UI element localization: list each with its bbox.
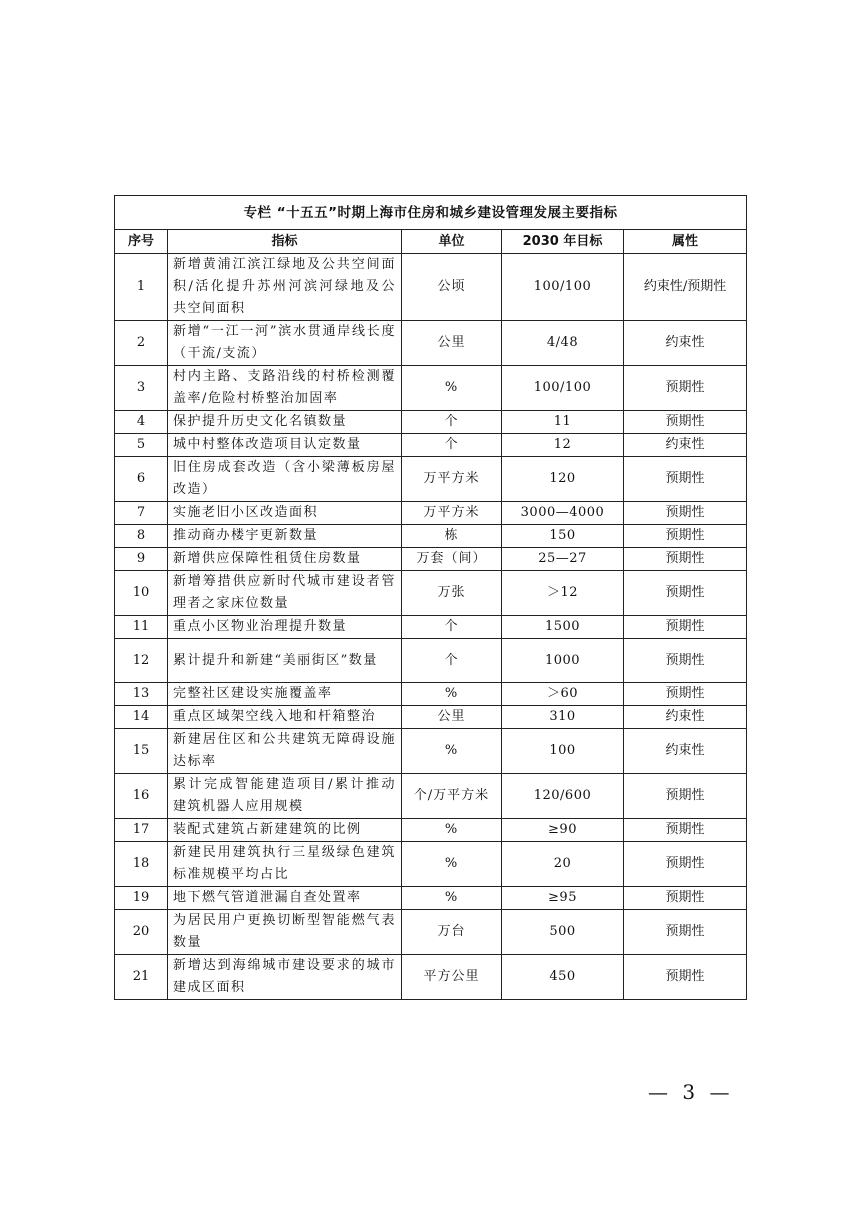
row-unit: 个 — [402, 639, 502, 683]
table-row — [115, 571, 747, 616]
table-header-row — [115, 230, 747, 254]
row-number: 12 — [115, 639, 168, 683]
row-unit: 个 — [402, 434, 502, 457]
row-attribute: 约束性 — [624, 321, 747, 366]
table-row — [115, 366, 747, 411]
row-number: 5 — [115, 434, 168, 457]
table-row — [115, 910, 747, 955]
row-target: ＞60 — [502, 683, 624, 706]
row-attribute: 约束性/预期性 — [624, 254, 747, 321]
row-unit: 个/万平方米 — [402, 774, 502, 819]
row-indicator: 村内主路、支路沿线的村桥检测覆盖率/危险村桥整治加固率 — [168, 366, 402, 411]
table-body — [115, 254, 747, 1000]
row-indicator: 推动商办楼宇更新数量 — [168, 525, 402, 548]
row-target: 120 — [502, 457, 624, 502]
row-target: 20 — [502, 842, 624, 887]
row-number: 2 — [115, 321, 168, 366]
row-target: 25—27 — [502, 548, 624, 571]
row-attribute: 预期性 — [624, 548, 747, 571]
row-unit: 万平方米 — [402, 502, 502, 525]
row-unit: % — [402, 819, 502, 842]
table-row — [115, 706, 747, 729]
row-attribute: 预期性 — [624, 887, 747, 910]
row-indicator: 新增供应保障性租赁住房数量 — [168, 548, 402, 571]
row-unit: 栋 — [402, 525, 502, 548]
row-attribute: 预期性 — [624, 955, 747, 1000]
table-row — [115, 411, 747, 434]
row-indicator: 新建居住区和公共建筑无障碍设施达标率 — [168, 729, 402, 774]
table-title-row — [115, 196, 747, 230]
row-number: 19 — [115, 887, 168, 910]
row-indicator: 保护提升历史文化名镇数量 — [168, 411, 402, 434]
row-target: ＞12 — [502, 571, 624, 616]
row-target: 1500 — [502, 616, 624, 639]
row-indicator: 城中村整体改造项目认定数量 — [168, 434, 402, 457]
row-unit: % — [402, 842, 502, 887]
row-target: 4/48 — [502, 321, 624, 366]
row-indicator: 累计完成智能建造项目/累计推动建筑机器人应用规模 — [168, 774, 402, 819]
row-number: 10 — [115, 571, 168, 616]
row-attribute: 预期性 — [624, 502, 747, 525]
header-indicator: 指标 — [168, 230, 402, 254]
row-target: 100/100 — [502, 366, 624, 411]
row-number: 13 — [115, 683, 168, 706]
row-attribute: 约束性 — [624, 729, 747, 774]
row-unit: 万台 — [402, 910, 502, 955]
row-number: 14 — [115, 706, 168, 729]
table-row — [115, 819, 747, 842]
row-attribute: 预期性 — [624, 683, 747, 706]
row-attribute: 预期性 — [624, 366, 747, 411]
row-number: 20 — [115, 910, 168, 955]
row-unit: % — [402, 729, 502, 774]
table-row — [115, 842, 747, 887]
row-attribute: 预期性 — [624, 639, 747, 683]
row-indicator: 新增黄浦江滨江绿地及公共空间面积/活化提升苏州河滨河绿地及公共空间面积 — [168, 254, 402, 321]
table-row — [115, 887, 747, 910]
row-attribute: 预期性 — [624, 910, 747, 955]
row-attribute: 预期性 — [624, 411, 747, 434]
row-indicator: 新增筹措供应新时代城市建设者管理者之家床位数量 — [168, 571, 402, 616]
row-unit: 万张 — [402, 571, 502, 616]
row-number: 21 — [115, 955, 168, 1000]
row-target: 11 — [502, 411, 624, 434]
row-target: 100/100 — [502, 254, 624, 321]
table-row — [115, 502, 747, 525]
row-attribute: 约束性 — [624, 434, 747, 457]
table-row — [115, 321, 747, 366]
row-attribute: 预期性 — [624, 571, 747, 616]
row-indicator: 重点小区物业治理提升数量 — [168, 616, 402, 639]
row-attribute: 预期性 — [624, 457, 747, 502]
row-indicator: 完整社区建设实施覆盖率 — [168, 683, 402, 706]
row-unit: 万平方米 — [402, 457, 502, 502]
row-attribute: 预期性 — [624, 774, 747, 819]
table-row — [115, 639, 747, 683]
row-number: 3 — [115, 366, 168, 411]
table-row — [115, 616, 747, 639]
row-indicator: 实施老旧小区改造面积 — [168, 502, 402, 525]
row-target: ≥90 — [502, 819, 624, 842]
row-indicator: 新增达到海绵城市建设要求的城市建成区面积 — [168, 955, 402, 1000]
row-target: 500 — [502, 910, 624, 955]
header-attribute: 属性 — [624, 230, 747, 254]
table-row — [115, 434, 747, 457]
table-title: 专栏 “十五五”时期上海市住房和城乡建设管理发展主要指标 — [115, 196, 747, 230]
row-attribute: 预期性 — [624, 525, 747, 548]
row-target: ≥95 — [502, 887, 624, 910]
header-target: 2030 年目标 — [502, 230, 624, 254]
row-target: 12 — [502, 434, 624, 457]
table-row — [115, 683, 747, 706]
row-number: 17 — [115, 819, 168, 842]
row-indicator: 重点区域架空线入地和杆箱整治 — [168, 706, 402, 729]
row-number: 15 — [115, 729, 168, 774]
table-row — [115, 548, 747, 571]
row-indicator: 装配式建筑占新建建筑的比例 — [168, 819, 402, 842]
indicators-table — [114, 195, 747, 1000]
row-attribute: 预期性 — [624, 616, 747, 639]
row-number: 18 — [115, 842, 168, 887]
page-number: — 3 — — [648, 1080, 734, 1104]
row-unit: % — [402, 887, 502, 910]
row-attribute: 预期性 — [624, 819, 747, 842]
table-row — [115, 525, 747, 548]
row-attribute: 约束性 — [624, 706, 747, 729]
row-target: 1000 — [502, 639, 624, 683]
table-row — [115, 457, 747, 502]
row-unit: 个 — [402, 616, 502, 639]
row-indicator: 新增“一江一河”滨水贯通岸线长度（干流/支流） — [168, 321, 402, 366]
row-target: 150 — [502, 525, 624, 548]
row-number: 16 — [115, 774, 168, 819]
row-target: 120/600 — [502, 774, 624, 819]
row-number: 6 — [115, 457, 168, 502]
header-no: 序号 — [115, 230, 168, 254]
row-indicator: 累计提升和新建“美丽街区”数量 — [168, 639, 402, 683]
row-number: 4 — [115, 411, 168, 434]
row-number: 7 — [115, 502, 168, 525]
table-row — [115, 774, 747, 819]
header-unit: 单位 — [402, 230, 502, 254]
row-indicator: 为居民用户更换切断型智能燃气表数量 — [168, 910, 402, 955]
row-number: 9 — [115, 548, 168, 571]
row-attribute: 预期性 — [624, 842, 747, 887]
row-unit: % — [402, 366, 502, 411]
row-number: 11 — [115, 616, 168, 639]
row-unit: 个 — [402, 411, 502, 434]
row-indicator: 新建民用建筑执行三星级绿色建筑标准规模平均占比 — [168, 842, 402, 887]
row-number: 1 — [115, 254, 168, 321]
row-target: 310 — [502, 706, 624, 729]
row-target: 3000—4000 — [502, 502, 624, 525]
row-unit: 公里 — [402, 706, 502, 729]
row-indicator: 旧住房成套改造（含小梁薄板房屋改造） — [168, 457, 402, 502]
row-unit: 万套（间） — [402, 548, 502, 571]
row-unit: % — [402, 683, 502, 706]
row-unit: 公里 — [402, 321, 502, 366]
row-number: 8 — [115, 525, 168, 548]
table-row — [115, 955, 747, 1000]
row-unit: 公顷 — [402, 254, 502, 321]
row-target: 100 — [502, 729, 624, 774]
row-target: 450 — [502, 955, 624, 1000]
table-row — [115, 254, 747, 321]
row-unit: 平方公里 — [402, 955, 502, 1000]
row-indicator: 地下燃气管道泄漏自查处置率 — [168, 887, 402, 910]
table-row — [115, 729, 747, 774]
